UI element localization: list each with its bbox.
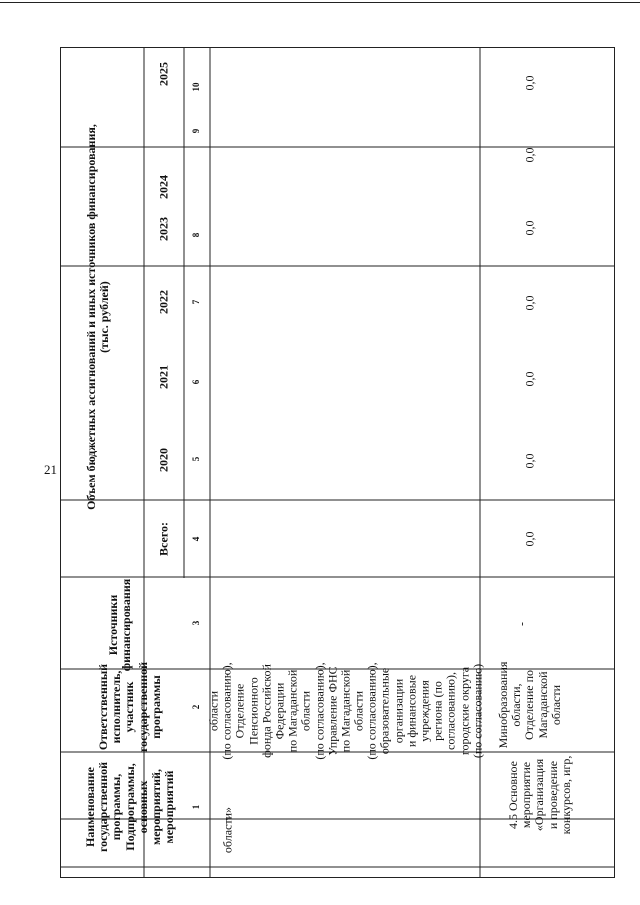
year-header-2024: 2024	[156, 175, 171, 199]
col-num-2: 2	[191, 704, 202, 710]
row2-value-2022: 0,0	[522, 295, 537, 311]
row2-value-total: 0,0	[522, 531, 537, 547]
row1-executor: области (по согласованию), Отделение Пенсионного фонда Российской Федерации по Магаданской области (по согласованию), Управление ФНС по Магаданской области (по согласованию), образовательные организации и финансовые учреждения региона (по согласованию), городские округа (по согласованию)	[206, 662, 485, 760]
col-num-10: 10	[191, 82, 202, 92]
col-num-7: 7	[191, 299, 202, 305]
year-header-2025: 2025	[156, 62, 171, 86]
col-num-8: 8	[191, 232, 202, 238]
row2-source: -	[514, 622, 529, 626]
col-num-1: 1	[191, 804, 202, 810]
header-executor: Ответственный исполнитель, участник государственной программы	[96, 661, 163, 753]
year-header-total: Всего:	[156, 522, 171, 556]
row2-value-2020: 0,0	[522, 453, 537, 469]
row2-value-2021: 0,0	[522, 371, 537, 387]
col-num-4: 4	[191, 536, 202, 542]
row2-executor: Минобразования области, Отделение по Магаданской области	[496, 661, 563, 749]
header-name: Наименование государственной программы, Подпрограммы, основных мероприятий, мероприятий	[82, 761, 176, 853]
funding-group-header: Объем бюджетных ассигнований и иных источников финансирования, (тыс. рублей)	[83, 124, 111, 510]
year-header-2021: 2021	[156, 365, 171, 389]
year-header-2020: 2020	[156, 448, 171, 472]
row1-name: области»	[220, 806, 235, 854]
row2-value-2024: 0,0	[522, 147, 537, 163]
col-num-9: 9	[191, 128, 202, 134]
col-num-3: 3	[191, 620, 202, 626]
col-num-6: 6	[191, 379, 202, 385]
year-header-2022: 2022	[156, 290, 171, 314]
top-rule	[0, 2, 640, 3]
row2-value-2023: 0,0	[522, 220, 537, 236]
row2-value-2025: 0,0	[522, 75, 537, 91]
year-header-2023: 2023	[156, 217, 171, 241]
header-source: Источники финансирования	[105, 578, 133, 672]
page-number: 21	[44, 462, 57, 477]
row2-name: 4.5 Основное мероприятие «Организация и проведение конкурсов, игр,	[506, 755, 573, 835]
col-num-5: 5	[191, 456, 202, 462]
funding-table	[60, 47, 615, 878]
